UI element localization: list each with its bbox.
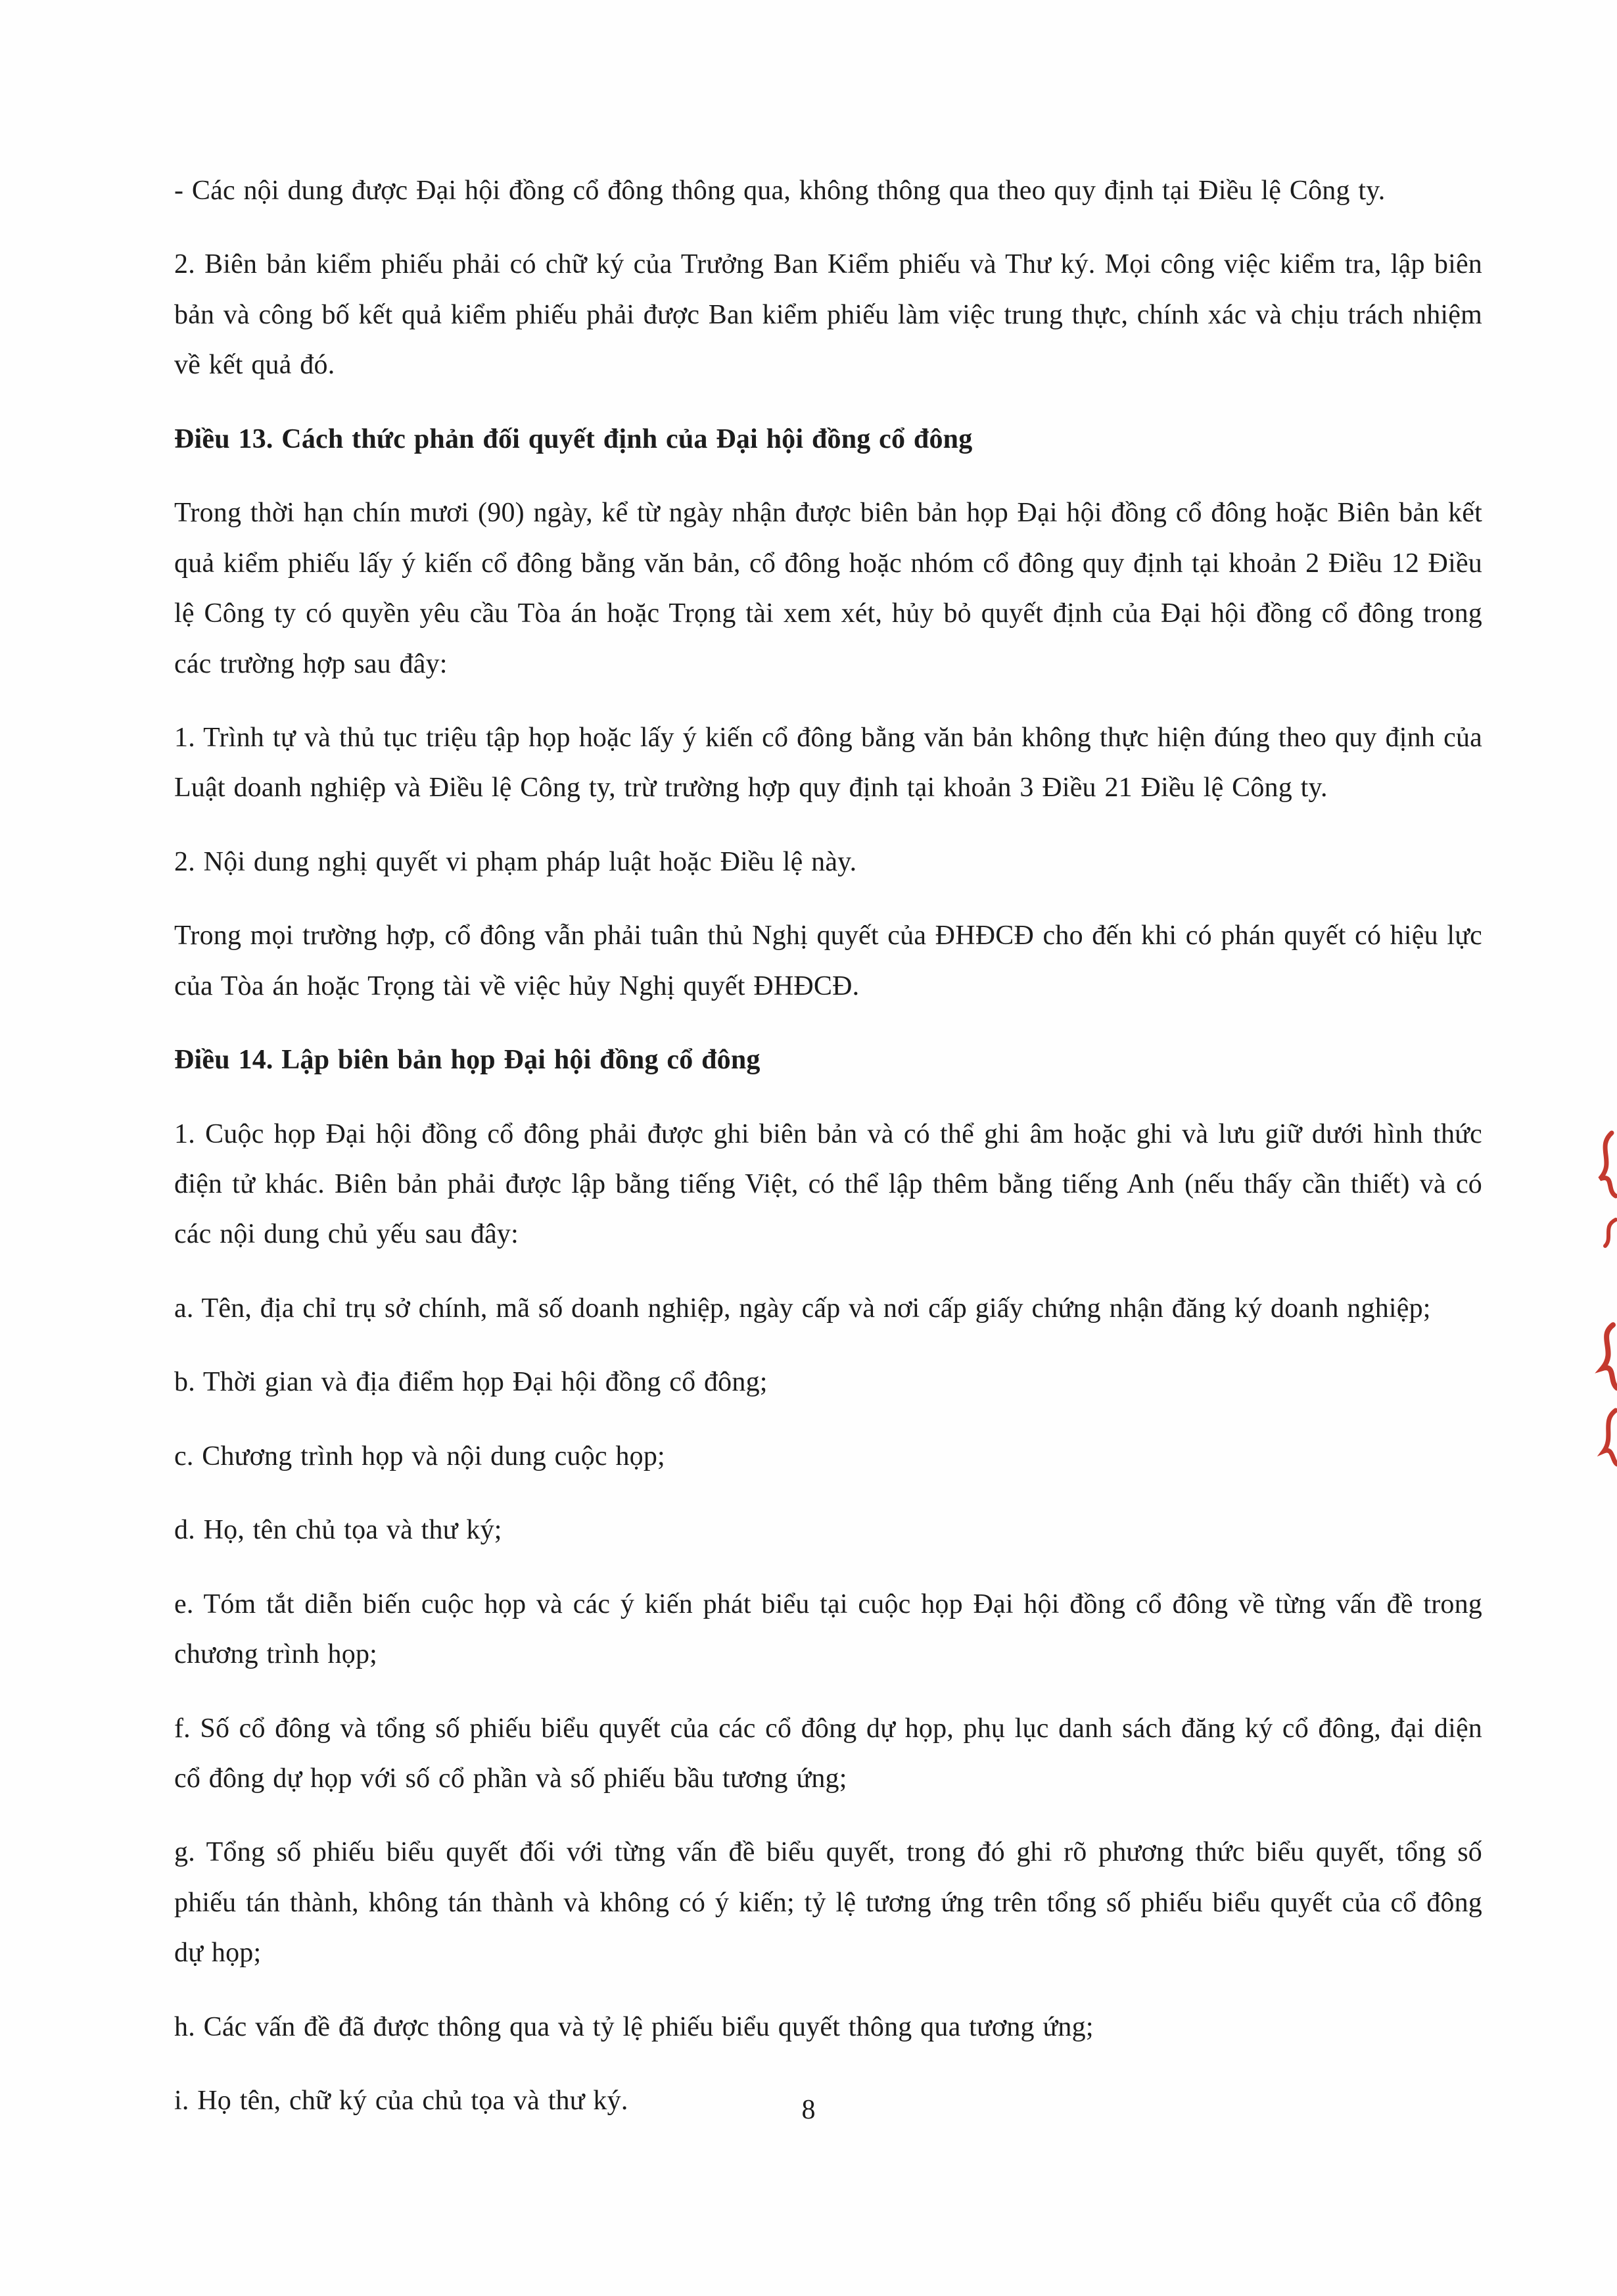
list-item-a: a. Tên, địa chỉ trụ sở chính, mã số doanh nghiệp, ngày cấp và nơi cấp giấy chứng nhận đăng ký doanh nghiệp; <box>174 1293 1431 1324</box>
page-body-text <box>174 166 1482 2150</box>
paragraph: Trong mọi trường hợp, cổ đông vẫn phải tuân thủ Nghị quyết của ĐHĐCĐ cho đến khi có phán quyết có hiệu lực của Tòa án hoặc Trọng tài về việc hủy Nghị quyết ĐHĐCĐ. <box>174 921 1482 1001</box>
page-number: 8 <box>801 2095 816 2125</box>
list-item-b: b. Thời gian và địa điểm họp Đại hội đồng cổ đông; <box>174 1367 768 1398</box>
section-heading-dieu-13: Điều 13. Cách thức phản đối quyết định của Đại hội đồng cổ đông <box>174 423 973 454</box>
paragraph: 1. Trình tự và thủ tục triệu tập họp hoặc lấy ý kiến cổ đông bằng văn bản không thực hiện đúng theo quy định của Luật doanh nghiệp và Điều lệ Công ty, trừ trường hợp quy định tại khoản 3 Điều 21 Điều lệ Công ty. <box>174 722 1482 803</box>
paragraph: - Các nội dung được Đại hội đồng cổ đông thông qua, không thông qua theo quy định tại Điều lệ Công ty. <box>174 176 1386 206</box>
paragraph: 2. Nội dung nghị quyết vi phạm pháp luật hoặc Điều lệ này. <box>174 846 857 877</box>
list-item-h: h. Các vấn đề đã được thông qua và tỷ lệ phiếu biểu quyết thông qua tương ứng; <box>174 2011 1094 2042</box>
paragraph: 2. Biên bản kiểm phiếu phải có chữ ký của Trưởng Ban Kiểm phiếu và Thư ký. Mọi công việc kiểm tra, lập biên bản và công bố kết quả kiểm phiếu phải được Ban kiểm phiếu làm việc trung thực, chính xác và chịu trách nhiệm về kết quả đó. <box>174 249 1482 381</box>
paragraph: Trong thời hạn chín mươi (90) ngày, kể từ ngày nhận được biên bản họp Đại hội đồng cổ đông hoặc Biên bản kết quả kiểm phiếu lấy ý kiến cổ đông bằng văn bản, cổ đông hoặc nhóm cổ đông quy định tại khoản 2 Điều 12 Điều lệ Công ty có quyền yêu cầu Tòa án hoặc Trọng tài xem xét, hủy bỏ quyết định của Đại hội đồng cổ đông trong các trường hợp sau đây: <box>174 498 1482 679</box>
list-item-g: g. Tổng số phiếu biểu quyết đối với từng vấn đề biểu quyết, trong đó ghi rõ phương thức biểu quyết, tổng số phiếu tán thành, không tán thành và không có ý kiến; tỷ lệ tương ứng trên tổng số phiếu biểu quyết của cổ đông dự họp; <box>174 1837 1482 1969</box>
list-item-e: e. Tóm tắt diễn biến cuộc họp và các ý kiến phát biểu tại cuộc họp Đại hội đồng cổ đông về từng vấn đề trong chương trình họp; <box>174 1589 1482 1670</box>
paragraph: 1. Cuộc họp Đại hội đồng cổ đông phải được ghi biên bản và có thể ghi âm hoặc ghi và lưu giữ dưới hình thức điện tử khác. Biên bản phải được lập bằng tiếng Việt, có thể lập thêm bằng tiếng Anh (nếu thấy cần thiết) và có các nội dung chủ yếu sau đây: <box>174 1118 1482 1250</box>
red-ink-mark <box>1583 1128 1617 1470</box>
section-heading-dieu-14: Điều 14. Lập biên bản họp Đại hội đồng cổ đông <box>174 1045 761 1076</box>
list-item-i: i. Họ tên, chữ ký của chủ tọa và thư ký. <box>174 2086 628 2117</box>
list-item-f: f. Số cổ đông và tổng số phiếu biểu quyết của các cổ đông dự họp, phụ lục danh sách đăng ký cổ đông, đại diện cổ đông dự họp với số cổ phần và số phiếu bầu tương ứng; <box>174 1713 1482 1794</box>
list-item-d: d. Họ, tên chủ tọa và thư ký; <box>174 1515 502 1546</box>
list-item-c: c. Chương trình họp và nội dung cuộc họp; <box>174 1441 665 1471</box>
